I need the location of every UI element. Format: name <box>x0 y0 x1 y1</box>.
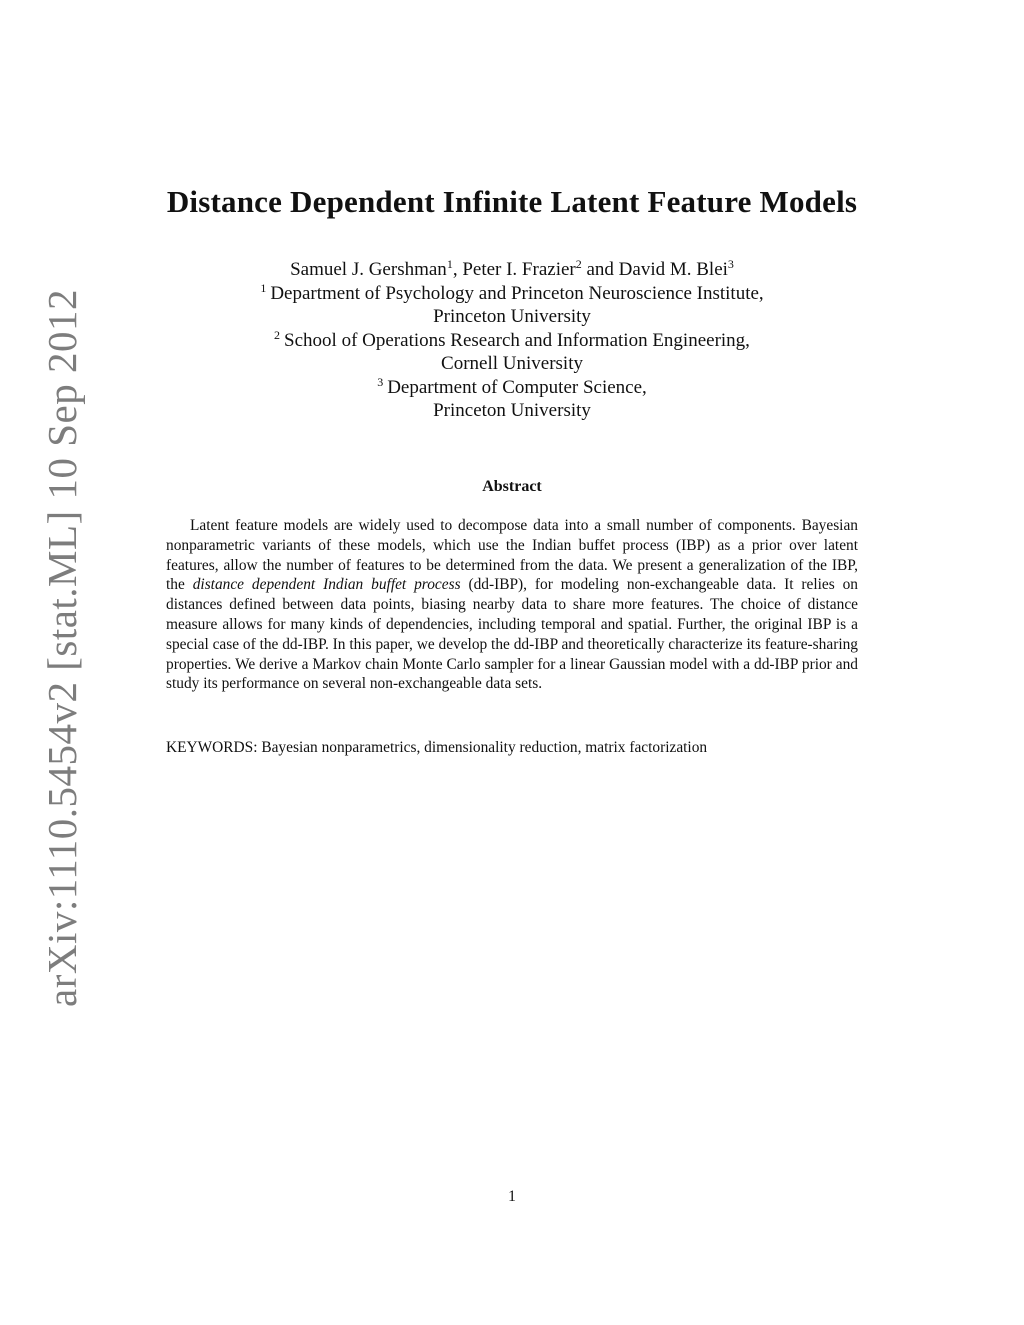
abstract-heading: Abstract <box>482 478 542 495</box>
affiliation-mark: 3 <box>377 374 384 389</box>
affiliation-3: $^3$ Department of Computer Science, <box>377 374 647 398</box>
affiliation-2: $^2$ School of Operations Research and Information Engineering, <box>274 327 750 351</box>
page-number: 1 <box>508 1188 516 1205</box>
affiliation-mark: 1 <box>260 280 267 295</box>
author-name: Peter I. Frazier <box>462 259 576 280</box>
paper-title: Distance Dependent Infinite Latent Feature Models <box>166 184 858 219</box>
authors-block <box>0 258 1024 423</box>
affiliation-1: $^1$ Department of Psychology and Princeton Neuroscience Institute, <box>260 280 764 304</box>
affiliation-1-institution: Princeton University <box>433 306 591 327</box>
author-list: Samuel J. Gershman$^1$, Peter I. Frazier$^2$ and David M. Blei$^3$ <box>290 257 734 280</box>
affiliation-mark: 2 <box>575 257 582 271</box>
affiliation-mark: 1 <box>446 257 453 271</box>
abstract-emphasis: distance dependent Indian buffet process <box>192 576 461 594</box>
author-name: David M. Blei <box>618 259 728 280</box>
abstract-text: Latent feature models are widely used to decompose data into a small number of components. Bayesian nonparametric variants of these models, which use the Indian buffet process (IBP) as a prior over latent features, allow the number of features to be determined from the data. We present a generalization of the IBP, the distance dependent Indian buffet process (dd-IBP), for modeling non-exchangeable data. It relies on distances defined between data points, biasing nearby data to share more features. The choice of distance measure allows for many kinds of dependencies, including temporal and spatial. Further, the original IBP is a special case of the dd-IBP. In this paper, we develop the dd-IBP and theoretically characterize its feature-sharing properties. We derive a Markov chain Monte Carlo sampler for a linear Gaussian model with a dd-IBP prior and study its performance on several non-exchangeable data sets. <box>166 517 859 693</box>
arxiv-identifier: arXiv:1110.5454v2 [stat.ML] 10 Sep 2012 <box>39 289 85 1007</box>
affiliation-2-institution: Cornell University <box>441 353 583 374</box>
affiliation-mark: 2 <box>274 327 281 342</box>
affiliation-mark: 3 <box>727 257 734 271</box>
affiliation-3-institution: Princeton University <box>433 400 591 421</box>
author-name: Samuel J. Gershman <box>290 259 447 280</box>
keywords: KEYWORDS: Bayesian nonparametrics, dimensionality reduction, matrix factorization <box>166 739 708 756</box>
